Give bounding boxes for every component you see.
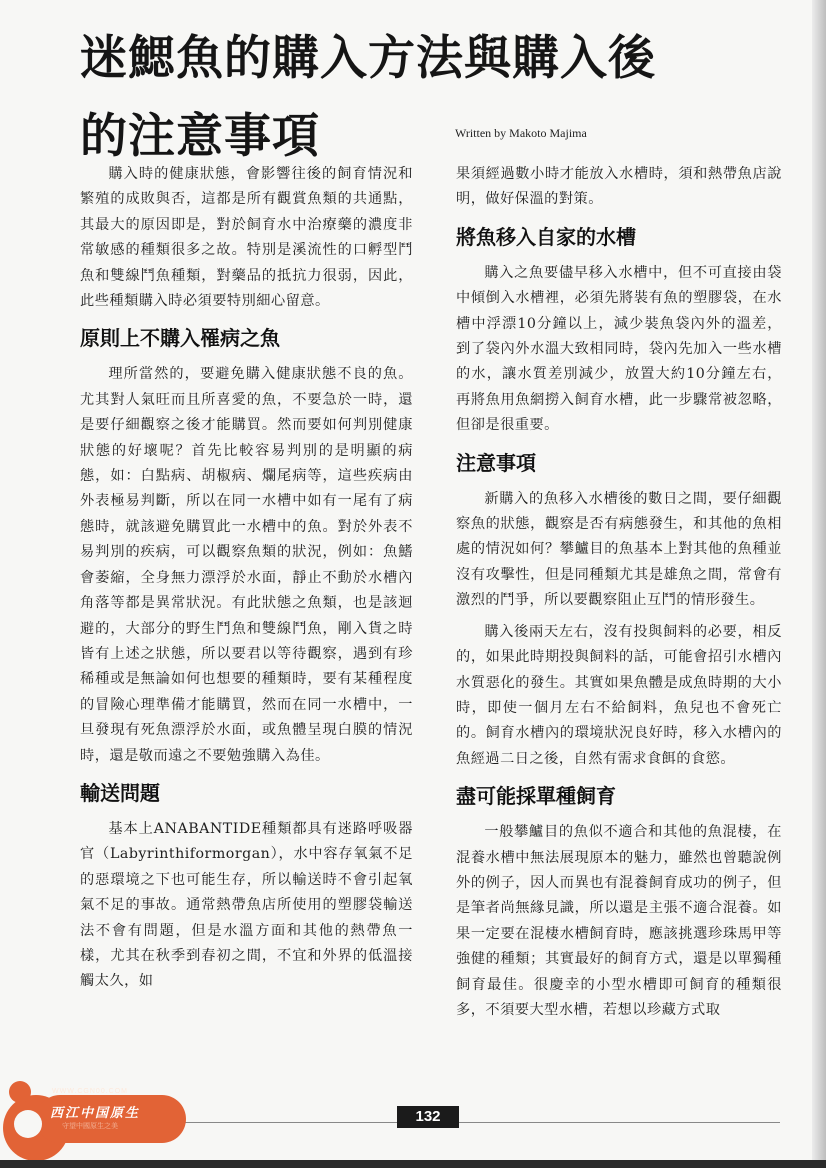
section-body-precautions-2: 購入後兩天左右，沒有投與飼料的必要，相反的，如果此時期投與飼料的話，可能會招引水槽內水質惡化的發生。其實如果魚體是成魚時期的大小時，即使一個月左右不給飼料，魚兒也不會死亡的。飼育水槽內的環境狀況良好時，移入水槽內的魚經過二日之後，自然有需求食餌的食慾。 <box>456 623 782 767</box>
section-body-no-sick-fish: 理所當然的，要避免購入健康狀態不良的魚。尤其對人氣旺而且所喜愛的魚，不要急於一時，還是要仔細觀察之後才能購買。然而要如何判別健康狀態的好壞呢？首先比較容易判別的是明顯的病態，如：白點病、胡椒病、爛尾病等，這些疾病由外表極易判斷，所以在同一水槽中如有一尾有了病態時，就該避免購買此一水槽中的魚。對於外表不易判別的疾病，可以觀察魚類的狀況，例如：魚鰭會萎縮，全身無力漂浮於水面，靜止不動於水槽內角落等都是異常狀況。有此狀態之魚類，也是該迴避的，大部分的野生鬥魚和雙線鬥魚，剛入貨之時皆有上述之狀態，所以要君以等待觀察，遇到有珍稀種或是無論如何也想要的種類時，要有某種程度的冒險心理準備才能購買，然而在同一水槽中，一旦發現有死魚漂浮於水面，或魚體呈現白膜的情況時，還是敬而遠之不要勉強購入為佳。 <box>80 366 413 764</box>
article-title-line-1: 迷鰓魚的購入方法與購入後 <box>80 31 656 86</box>
left-column <box>80 162 413 1001</box>
watermark-logo <box>2 1072 192 1164</box>
intro-paragraph: 購入時的健康狀態，會影響往後的飼育情況和繁殖的成敗與否，這都是所有觀賞魚類的共通點，其最大的原因即是，對於飼育水中治療藥的濃度非常敏感的種類很多之故。特別是溪流性的口孵型鬥魚和雙線鬥魚種類，對藥品的抵抗力很弱，因此，此些種類購入時必須要特別細心留意。 <box>80 166 413 310</box>
article-title <box>80 30 740 166</box>
scan-bottom-edge <box>0 1160 826 1168</box>
logo-url: WWW.CGN00.COM <box>52 1088 128 1095</box>
article-title-line-2: 的注意事項 <box>80 109 320 164</box>
section-heading-no-sick-fish: 原則上不購入罹病之魚 <box>80 326 280 351</box>
section-heading-single-species: 盡可能採單種飼育 <box>456 784 616 809</box>
page-edge-shadow <box>812 0 826 1168</box>
page-number-badge: 132 <box>397 1106 459 1128</box>
section-body-move-to-tank: 購入之魚要儘早移入水槽中，但不可直接由袋中傾倒入水槽裡，必須先將裝有魚的塑膠袋，在水槽中浮漂10分鐘以上，減少裝魚袋內外的溫差，到了袋內外水溫大致相同時，袋內先加入一些水槽的水，讓水質差別減少，放置大約10分鐘左右，再將魚用魚網撈入飼育水槽，此一步驟常被忽略，但卻是很重要。 <box>456 264 782 434</box>
footer-rule <box>150 1122 780 1123</box>
logo-name: 西江中国原生 <box>50 1106 141 1121</box>
section-heading-move-to-tank: 將魚移入自家的水槽 <box>456 224 636 249</box>
section-body-transport: 基本上ANABANTIDE種類都具有迷路呼吸器官（Labyrinthiformorgan），水中容存氧氣不足的惡環境之下也可能生存，所以輸送時不會引起氧氣不足的事故。通常熱帶魚店所使用的塑膠袋輸送法不會有問題，但是水溫方面和其他的熱帶魚一樣，尤其在秋季到春初之間，不宜和外界的低溫接觸太久，如 <box>80 820 413 990</box>
transport-continuation: 果須經過數小時才能放入水槽時，須和熱帶魚店說明，做好保溫的對策。 <box>456 166 782 208</box>
author-byline: Written by Makoto Majima <box>455 126 587 140</box>
section-body-precautions-1: 新購入的魚移入水槽後的數日之間，要仔細觀察魚的狀態，觀察是否有病態發生，和其他的魚相處的情況如何？攀鱸目的魚基本上對其他的魚種並沒有攻擊性，但是同種類尤其是雄魚之間，常會有激烈的鬥爭，所以要觀察阻止互鬥的情形發生。 <box>456 490 782 609</box>
logo-tagline: 守望中國原生之美 <box>62 1122 118 1130</box>
section-heading-precautions: 注意事項 <box>456 450 536 475</box>
section-body-single-species: 一般攀鱸目的魚似不適合和其他的魚混棲，在混養水槽中無法展現原本的魅力，雖然也曾聽說例外的例子，因人而異也有混養飼育成功的例子，但是筆者尚無緣見識，所以還是主張不適合混養。如果一定要在混棲水槽飼育時，應該挑選珍珠馬甲等強健的種類；其實最好的飼育方式，還是以單獨種飼育最佳。很慶幸的小型水槽即可飼育的種類很多，不須要大型水槽，若想以珍藏方式取 <box>456 824 782 1018</box>
right-column <box>456 162 782 1029</box>
section-heading-transport: 輸送問題 <box>80 780 160 805</box>
